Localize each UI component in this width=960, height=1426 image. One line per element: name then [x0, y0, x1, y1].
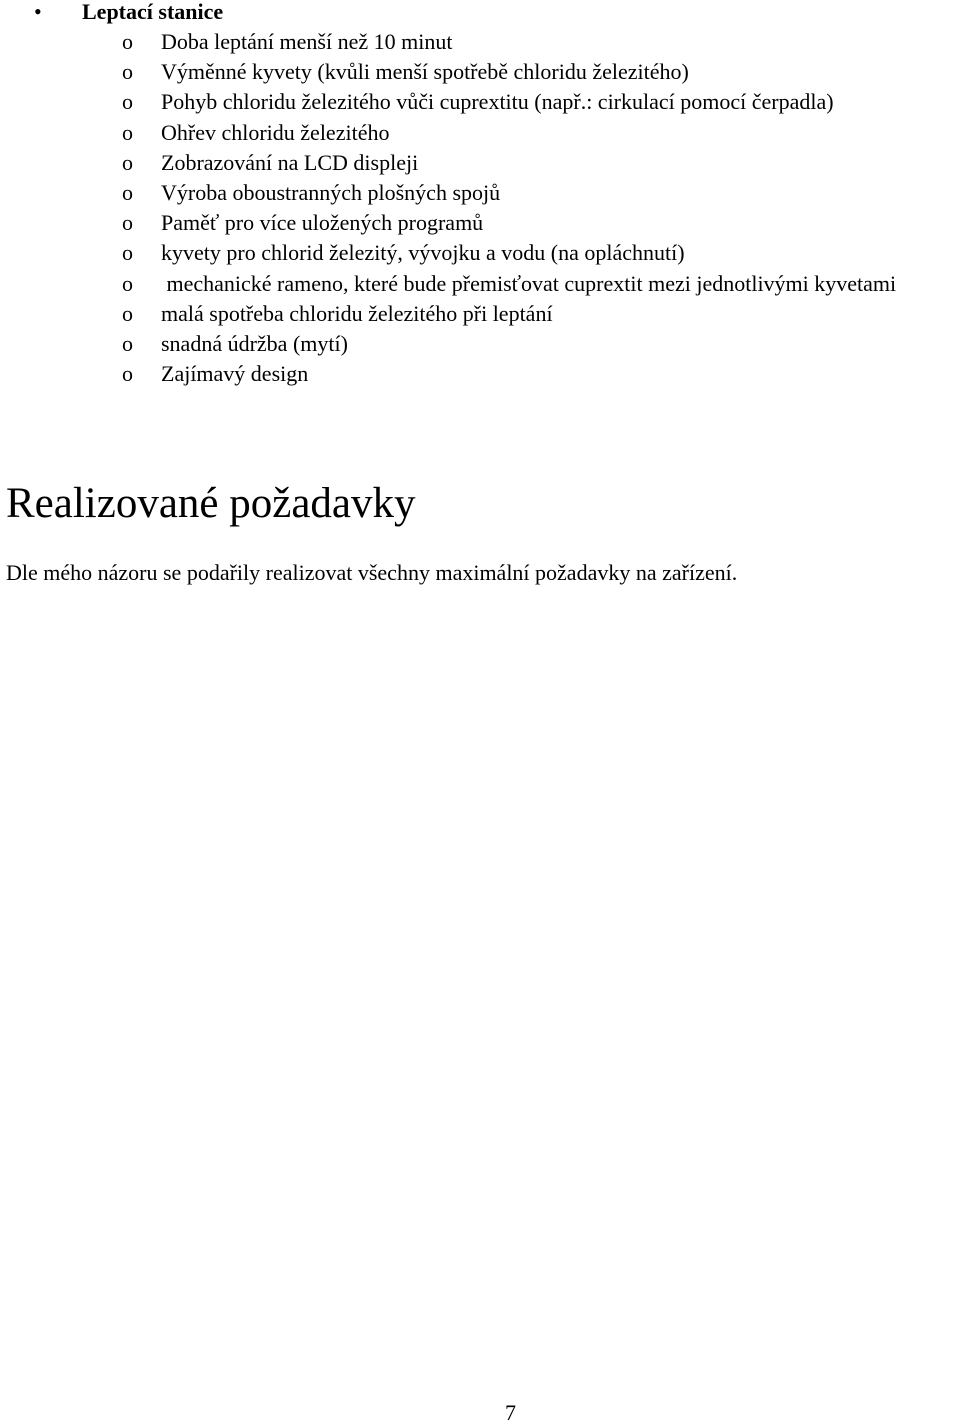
list-item: [0, 299, 960, 329]
circle-bullet-icon: o: [122, 331, 133, 357]
requirements-text: Dle mého názoru se podařily realizovat všechny maximální požadavky na zařízení.: [6, 560, 738, 585]
circle-bullet-icon: o: [122, 210, 133, 236]
list-item: [0, 27, 960, 57]
circle-bullet-icon: o: [122, 240, 133, 266]
section-heading: Leptací stanice: [82, 0, 224, 24]
list-item-text: mechanické rameno, které bude přemisťovat cuprextit mezi jednotlivými kyvetami: [161, 270, 897, 296]
list-item-text: Výroba oboustranných plošných spojů: [161, 180, 501, 206]
list-item-text: Doba leptání menší než 10 minut: [161, 29, 453, 54]
requirements-heading: Realizované požadavky: [6, 480, 416, 527]
list-item: [0, 148, 960, 178]
circle-bullet-icon: o: [122, 89, 133, 115]
list-item: [0, 359, 960, 389]
list-item: [0, 329, 960, 359]
list-item-text: Pohyb chloridu železitého vůči cuprextitu (např.: cirkulací pomocí čerpadla): [161, 89, 834, 115]
list-item: [0, 178, 960, 208]
list-item: [0, 118, 960, 148]
list-item-text: Ohřev chloridu železitého: [161, 119, 390, 145]
circle-bullet-icon: o: [122, 119, 133, 145]
circle-bullet-icon: o: [122, 300, 133, 326]
list-item-text: Paměť pro více uložených programů: [161, 210, 484, 236]
bullet-icon: •: [34, 0, 42, 24]
list-item-text: Zajímavý design: [161, 361, 309, 387]
list-item-text: malá spotřeba chloridu železitého při leptání: [161, 300, 553, 326]
feature-list: [0, 27, 960, 389]
list-item: [0, 269, 960, 299]
page-number: 7: [505, 1400, 516, 1425]
circle-bullet-icon: o: [122, 149, 133, 175]
circle-bullet-icon: o: [122, 29, 133, 54]
list-item: [0, 87, 960, 117]
circle-bullet-icon: o: [122, 180, 133, 206]
list-item-text: kyvety pro chlorid železitý, vývojku a vodu (na opláchnutí): [161, 240, 685, 266]
list-item-text: Výměnné kyvety (kvůli menší spotřebě chloridu železitého): [161, 59, 689, 85]
list-item: [0, 238, 960, 268]
list-item-text: snadná údržba (mytí): [161, 331, 348, 357]
circle-bullet-icon: o: [122, 270, 133, 296]
list-item: [0, 57, 960, 87]
circle-bullet-icon: o: [122, 361, 133, 387]
list-item: [0, 208, 960, 238]
circle-bullet-icon: o: [122, 59, 133, 85]
list-item-text: Zobrazování na LCD displeji: [161, 149, 419, 175]
